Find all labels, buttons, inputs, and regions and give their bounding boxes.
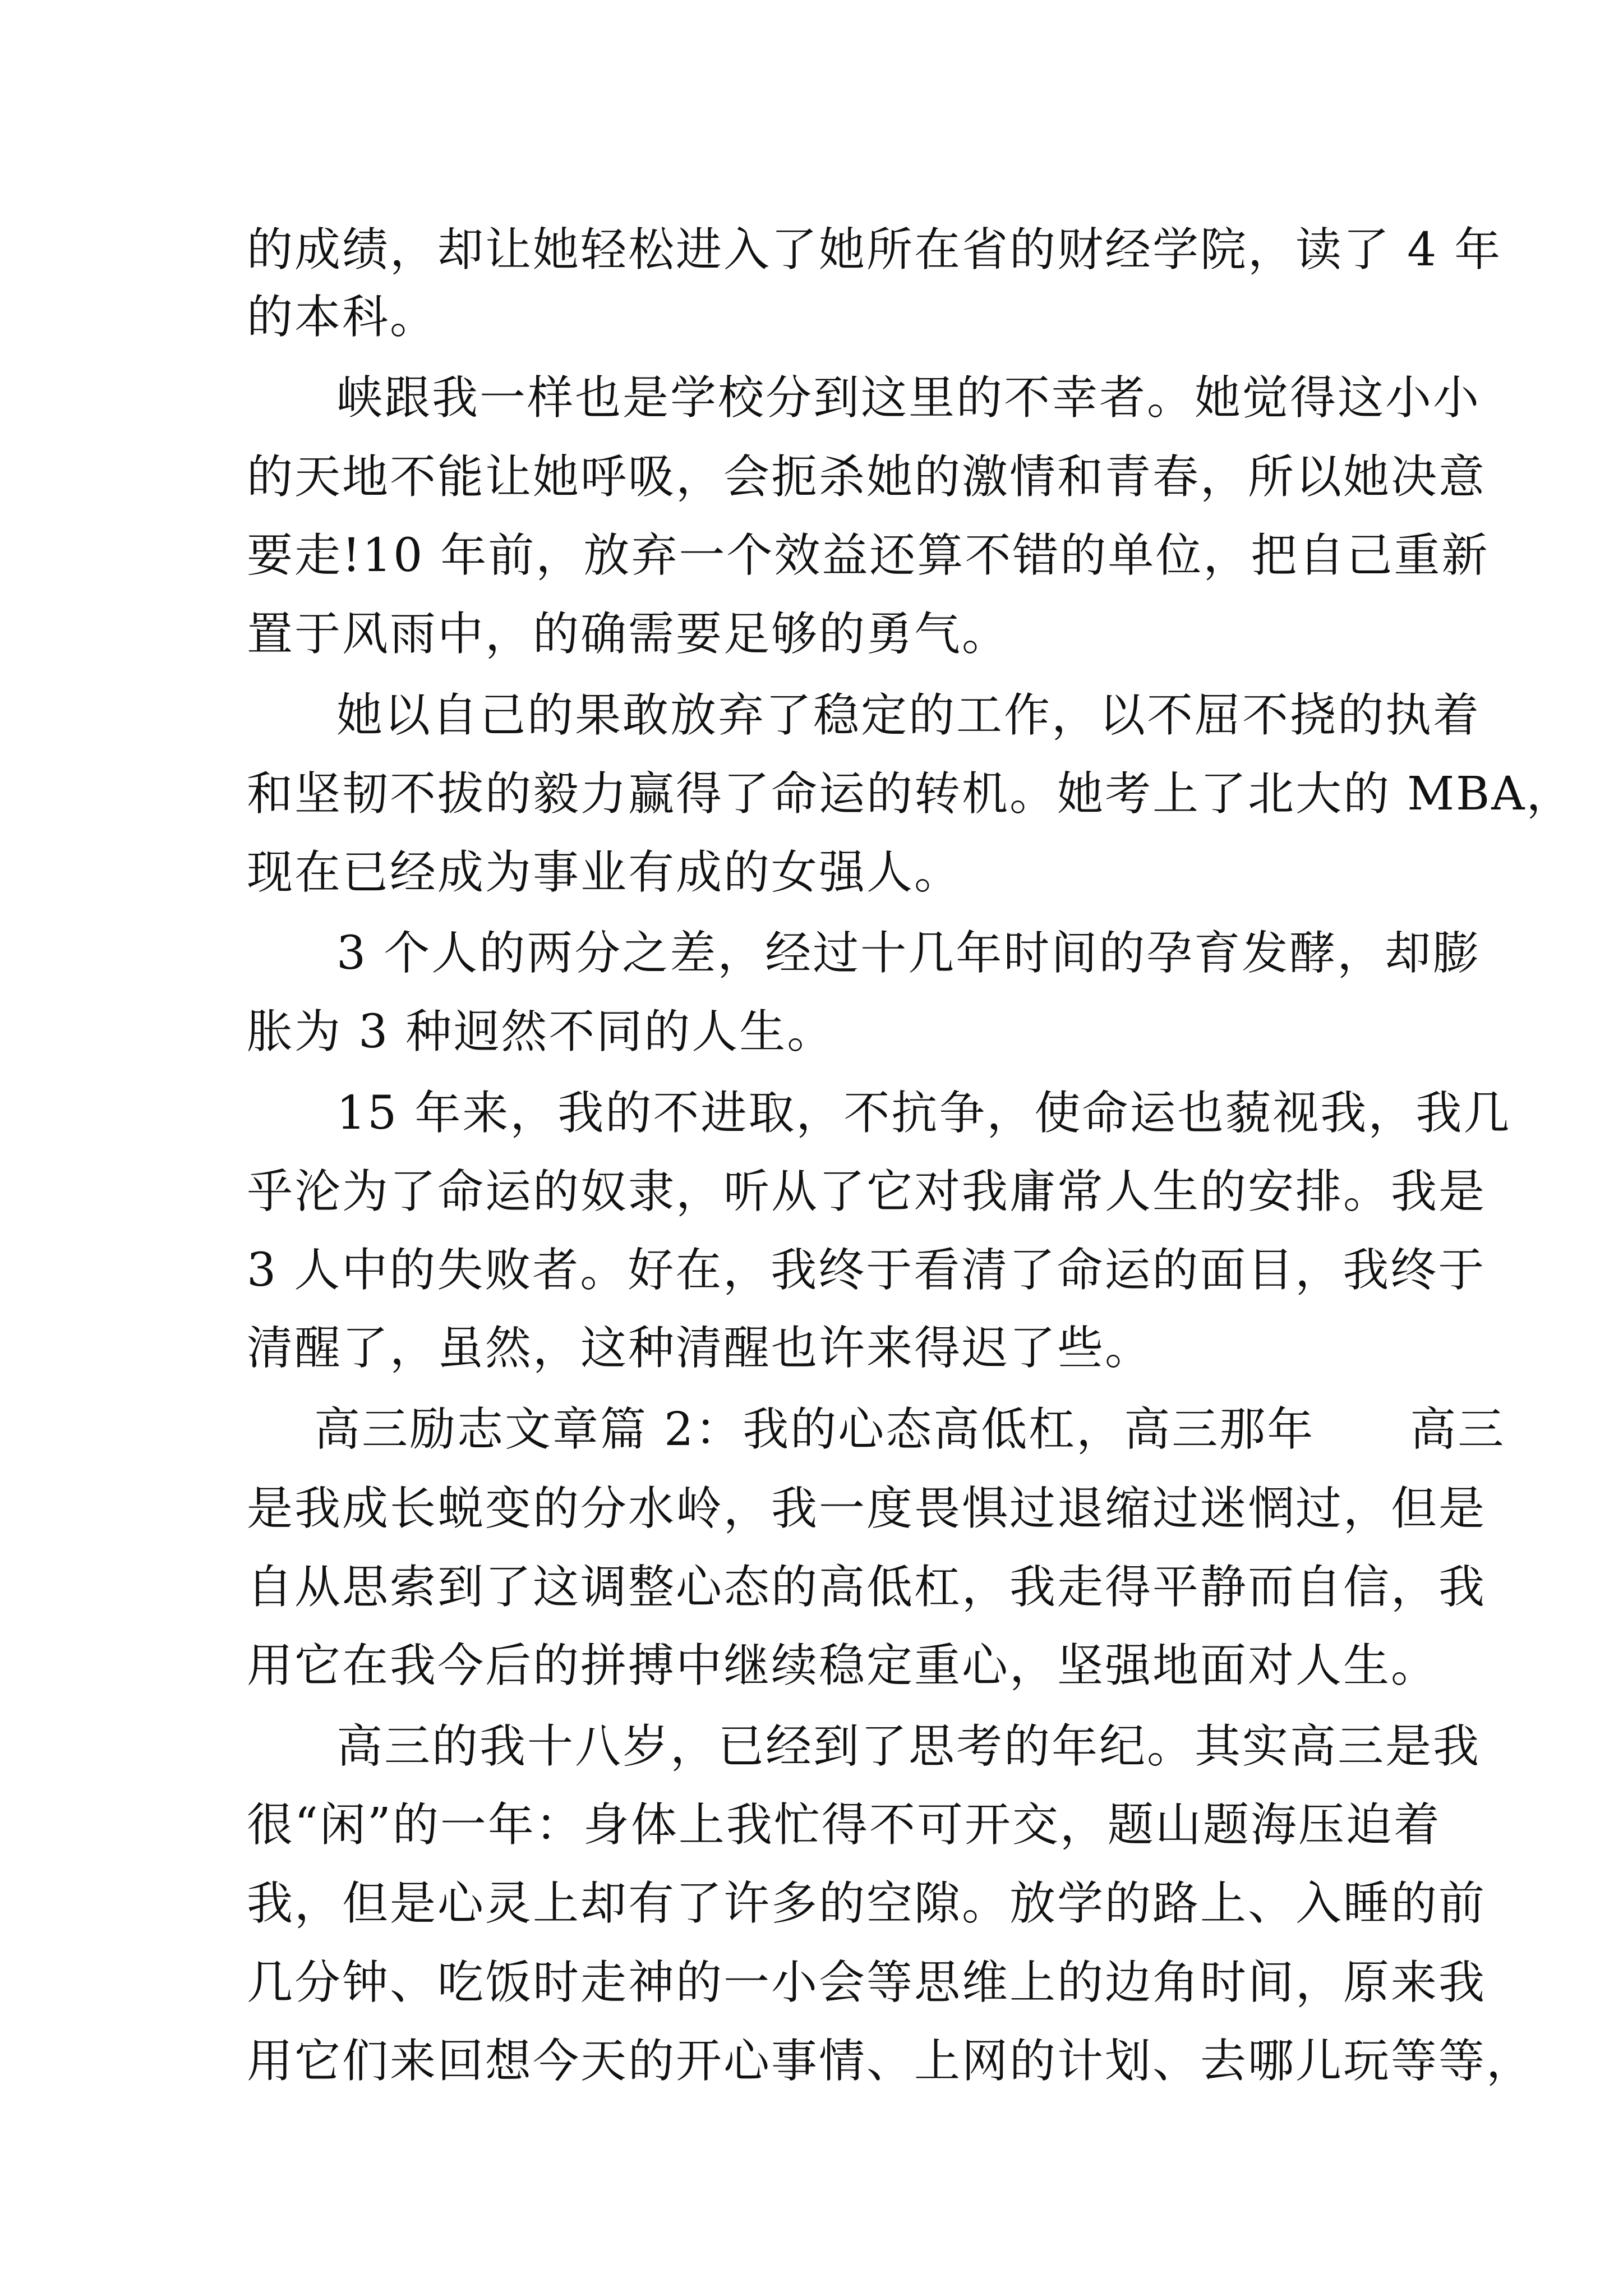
text-line: 用它们来回想今天的开心事情、上网的计划、去哪儿玩等等， [247, 2035, 1534, 2088]
text-line: 胀为 3 种迥然不同的人生。 [247, 1005, 835, 1059]
text-line: 要走!10 年前，放弃一个效益还算不错的单位，把自己重新 [247, 529, 1490, 582]
text-line: 3 个人的两分之差，经过十几年时间的孕育发酵，却膨 [336, 927, 1481, 980]
text-line: 15 年来，我的不进取，不抗争，使命运也藐视我，我几 [336, 1087, 1511, 1140]
text-line: 现在已经成为事业有成的女强人。 [247, 846, 962, 899]
text-line: 高三励志文章篇 2：我的心态高低杠，高三那年 高三 [314, 1403, 1506, 1456]
text-line: 乎沦为了命运的奴隶，听从了它对我庸常人生的安排。我是 [247, 1165, 1487, 1218]
text-line: 用它在我今后的拼搏中继续稳定重心，坚强地面对人生。 [247, 1639, 1439, 1692]
text-line: 的本科。 [247, 291, 438, 344]
text-line: 置于风雨中，的确需要足够的勇气。 [247, 608, 1010, 661]
text-line: 是我成长蜕变的分水岭，我一度畏惧过退缩过迷惘过，但是 [247, 1482, 1487, 1535]
text-line: 几分钟、吃饭时走神的一小会等思维上的边角时间，原来我 [247, 1956, 1487, 2009]
text-line: 的天地不能让她呼吸，会扼杀她的激情和青春，所以她决意 [247, 450, 1487, 504]
text-line: 我，但是心灵上却有了许多的空隙。放学的路上、入睡的前 [247, 1877, 1487, 1930]
text-line: 清醒了，虽然，这种清醒也许来得迟了些。 [247, 1322, 1153, 1375]
text-line: 高三的我十八岁，已经到了思考的年纪。其实高三是我 [336, 1720, 1481, 1773]
text-line: 的成绩，却让她轻松进入了她所在省的财经学院，读了 4 年 [247, 223, 1502, 277]
text-line: 3 人中的失败者。好在，我终于看清了命运的面目，我终于 [247, 1244, 1486, 1297]
text-line: 她以自己的果敢放弃了稳定的工作，以不屈不挠的执着 [336, 689, 1481, 742]
text-line: 很“闲”的一年：身体上我忙得不可开交，题山题海压迫着 [247, 1798, 1441, 1852]
text-line: 和坚韧不拔的毅力赢得了命运的转机。她考上了北大的 MBA， [247, 767, 1574, 821]
text-line: 自从思索到了这调整心态的高低杠，我走得平静而自信，我 [247, 1561, 1487, 1614]
text-line: 峡跟我一样也是学校分到这里的不幸者。她觉得这小小 [336, 371, 1481, 425]
